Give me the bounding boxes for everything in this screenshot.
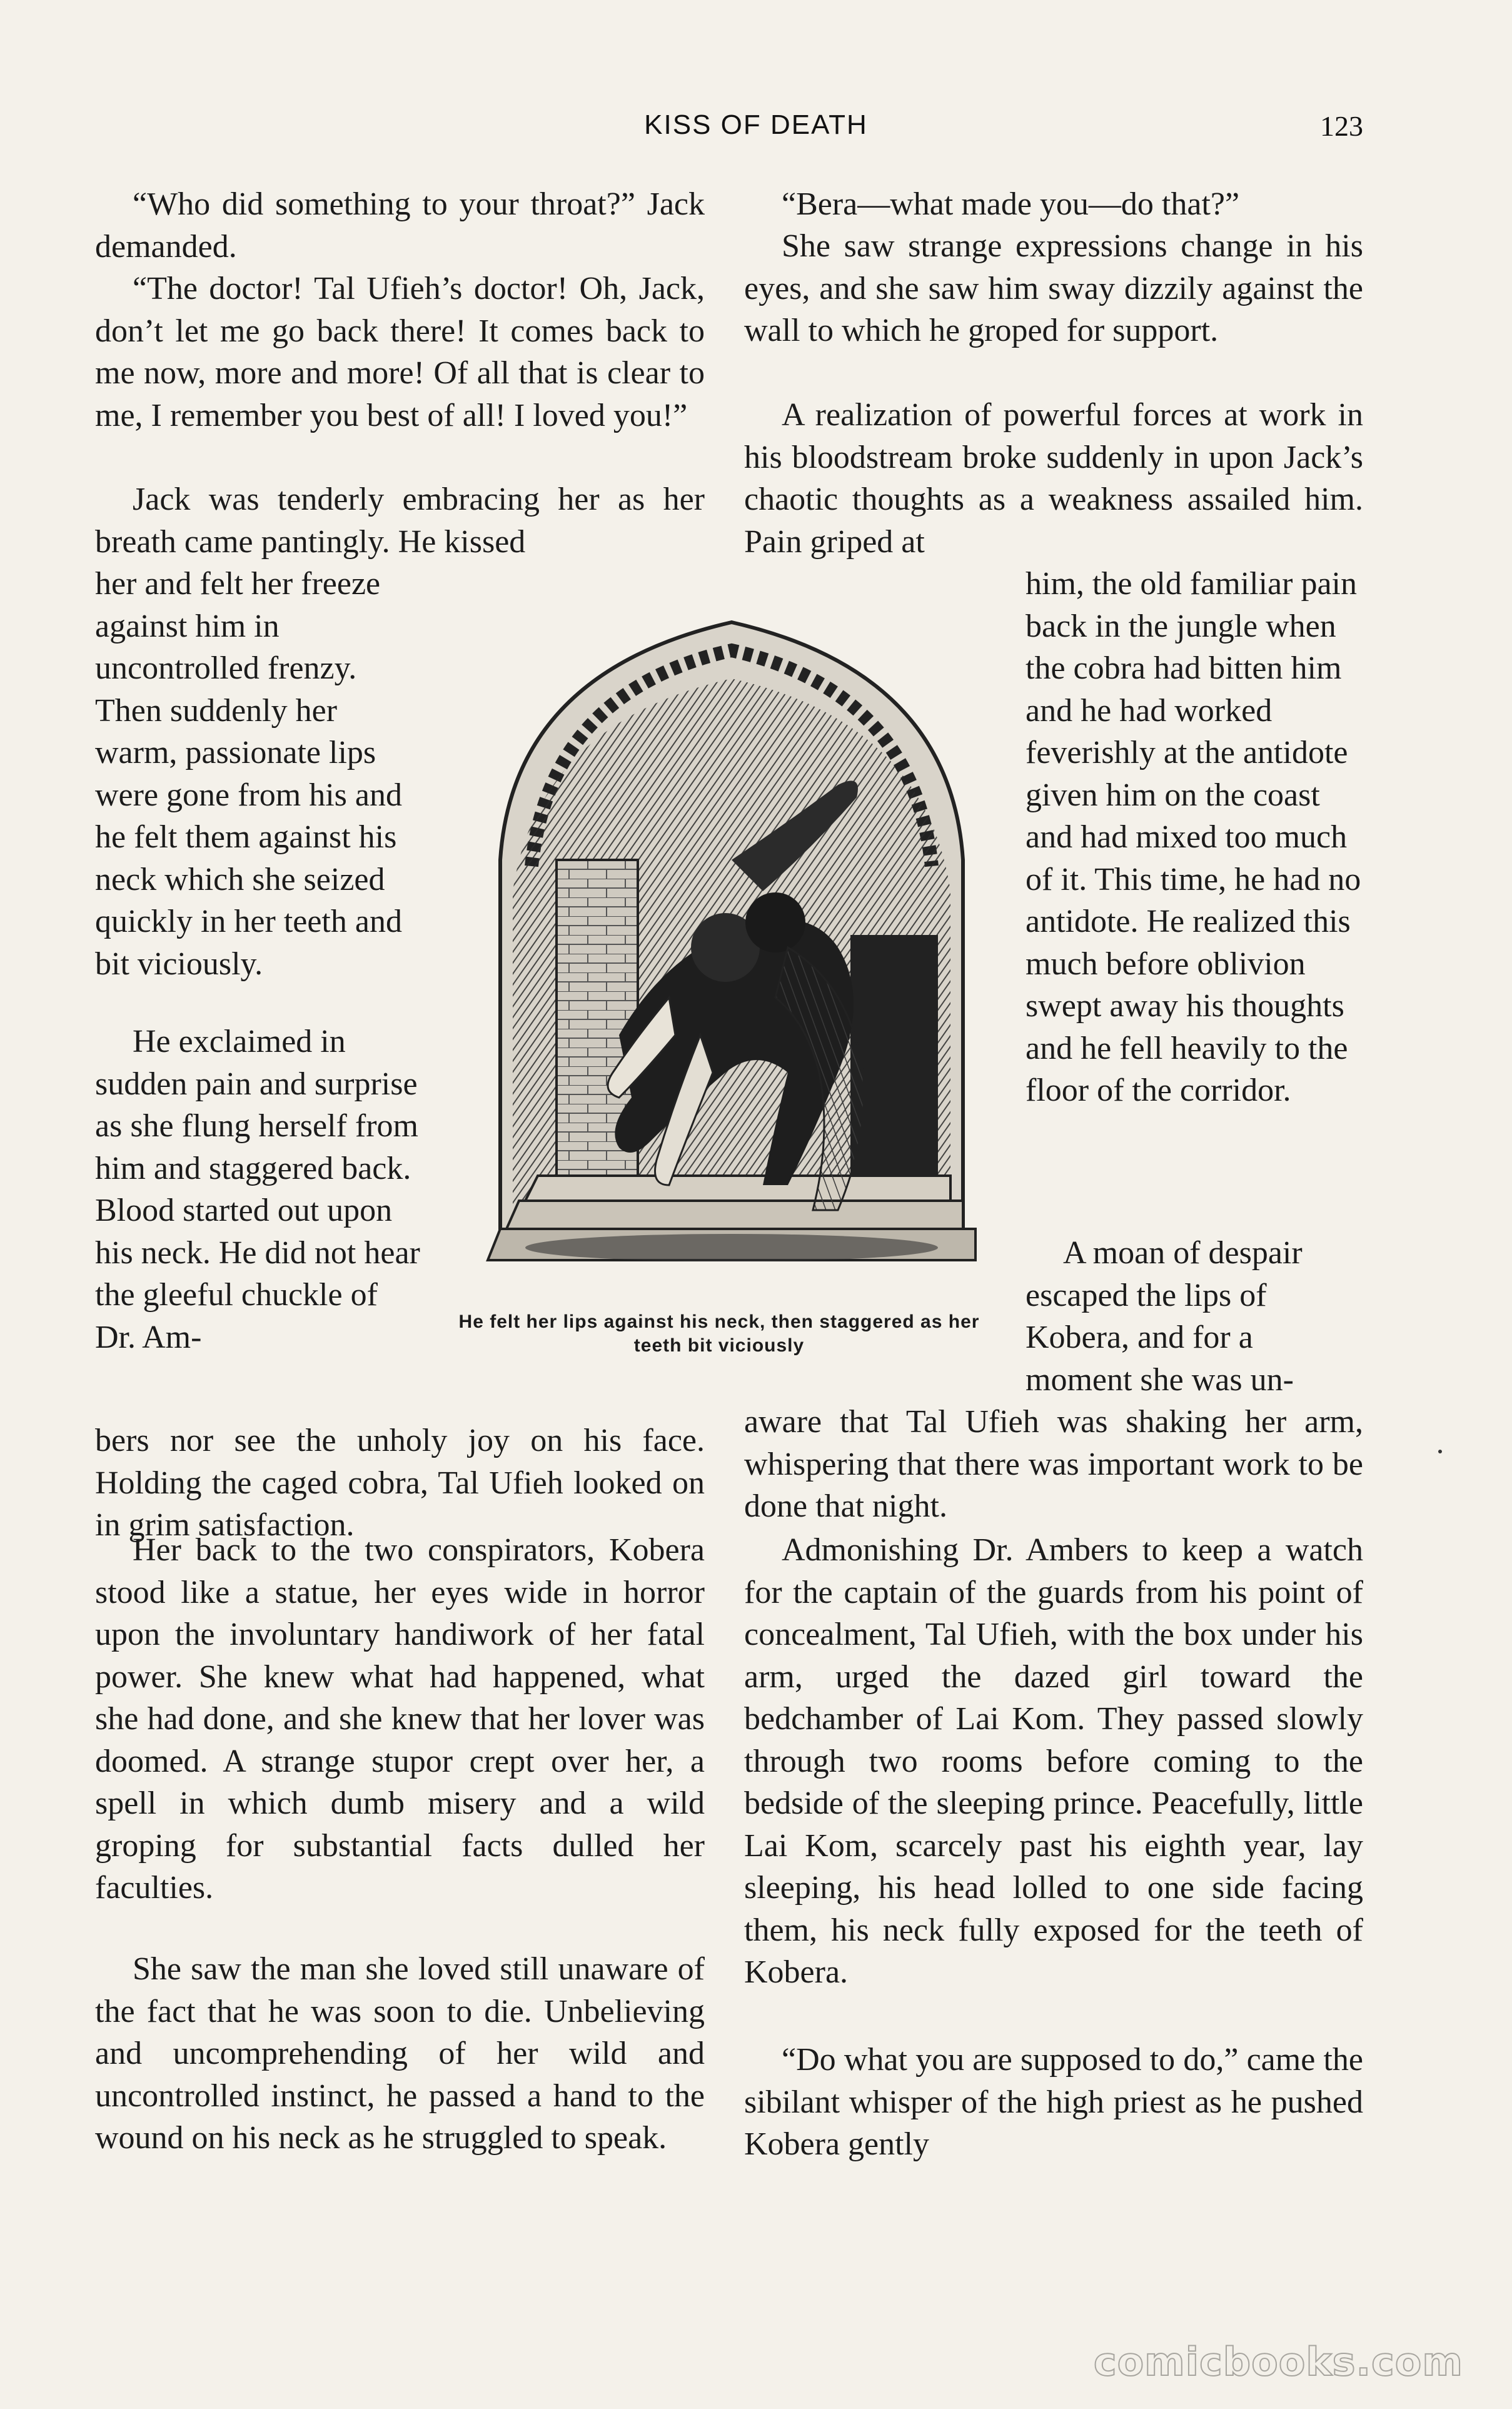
ink-speck xyxy=(1438,1450,1442,1453)
page-number: 123 xyxy=(1320,110,1363,142)
paragraph-left-1: “Who did something to your throat?” Jack demanded. xyxy=(95,186,705,265)
paragraph-right-3: A realization of powerful forces at work in his bloodstream broke suddenly in upon Jack’s chaotic thoughts as a weakness assailed him. Pain griped at xyxy=(744,397,1363,560)
paragraph-left-5: He exclaimed in sudden pain and surprise as she flung herself from him and staggered back. Blood started out upon his neck. He did not hear the gleeful chuckle of Dr. Am- xyxy=(95,1024,420,1355)
paragraph-right-8: “Do what you are supposed to do,” came the sibilant whisper of the high priest as he pushed Kobera gently xyxy=(744,2042,1363,2162)
paragraph-right-4: him, the old familiar pain back in the jungle when the cobra had bitten him and he had worked feverishly at the antidote given him on the coast and had mixed too much of it. This time, he had no antidote. He realized this much before oblivion swept away his thoughts and he fell heavily to the floor of the corridor. xyxy=(1026,566,1361,1108)
paragraph-left-3: Jack was tenderly embracing her as her breath came pantingly. He kissed xyxy=(95,482,705,560)
paragraph-right-1: “Bera—what made you—do that?” xyxy=(782,186,1240,222)
paragraph-right-2: She saw strange expressions change in his eyes, and she saw him sway dizzily against the wall to which he groped for support. xyxy=(744,228,1363,348)
paragraph-right-7: Admonishing Dr. Ambers to keep a watch for the captain of the guards from his point of concealment, Tal Ufieh, with the box under his arm, urged the dazed girl toward the bedchamber of Lai Kom. They passed slowly through two rooms before coming to the bedside of the sleeping prince. Peacefully, little Lai Kom, scarcely past his eighth year, lay sleeping, his head lolled to one side facing them, his neck fully exposed for the teeth of Kobera. xyxy=(744,1532,1363,1990)
watermark-logo: comicbooks.com xyxy=(1093,2339,1463,2385)
paragraph-left-6: bers nor see the unholy joy on his face. Holding the caged cobra, Tal Ufieh looked on in grim satisfaction. xyxy=(95,1423,705,1543)
paragraph-left-4: her and felt her freeze against him in uncontrolled frenzy. Then suddenly her warm, passionate lips were gone from his and he felt them against his neck which she seized quickly in her teeth and bit viciously. xyxy=(95,566,402,982)
running-header: KISS OF DEATH xyxy=(644,109,868,140)
paragraph-left-2: “The doctor! Tal Ufieh’s doctor! Oh, Jack, don’t let me go back there! It comes back to me now, more and more! Of all that is clear to me, I remember you best of all! I loved you!” xyxy=(95,271,705,433)
illustration-caption: He felt her lips against his neck, then staggered as her teeth bit viciously xyxy=(458,1311,980,1356)
paragraph-right-6: aware that Tal Ufieh was shaking her arm, whispering that there was important work to be done that night. xyxy=(744,1404,1363,1524)
paragraph-left-8: She saw the man she loved still unaware of the fact that he was soon to die. Unbelieving and uncomprehending of her wild and uncontrolled instinct, he passed a hand to the wound on his neck as he struggled to speak. xyxy=(95,1951,705,2156)
paragraph-left-7: Her back to the two conspirators, Kobera stood like a statue, her eyes wide in horror upon the involuntary handiwork of her fatal power. She knew what had happened, what she had done, and she knew that her lover was doomed. A strange stupor crept over her, a spell in which dumb misery and a wild groping for substantial facts dulled her faculties. xyxy=(95,1532,705,1906)
paragraph-right-5: A moan of despair escaped the lips of Kobera, and for a moment she was un- xyxy=(1026,1235,1303,1398)
story-illustration xyxy=(463,597,1000,1279)
